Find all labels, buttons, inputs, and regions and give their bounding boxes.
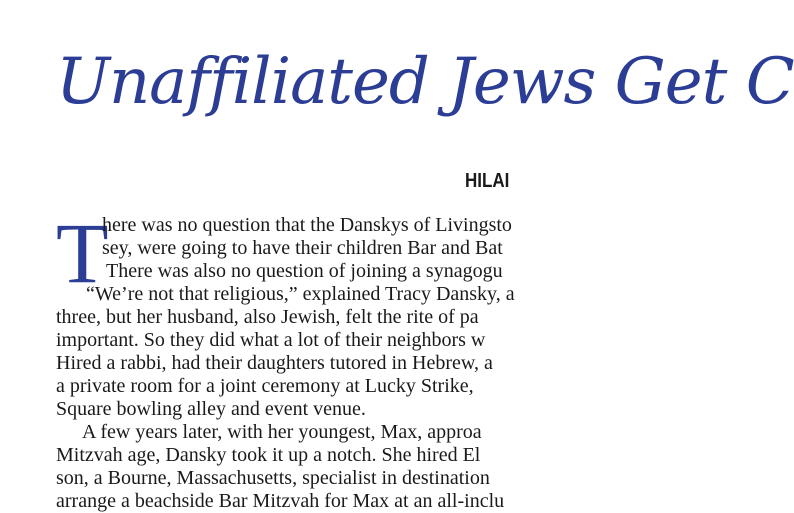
body-line: Mitzvah age, Dansky took it up a notch. She hired El <box>56 444 481 466</box>
body-line: arrange a beachside Bar Mitzvah for Max at an all-inclu <box>56 490 505 512</box>
body-line: A few years later, with her youngest, Max, approa <box>82 421 482 443</box>
body-line: important. So they did what a lot of their neighbors w <box>56 329 486 351</box>
body-line: a private room for a joint ceremony at Lucky Strike, <box>56 375 474 397</box>
drop-cap: T <box>56 205 109 301</box>
body-line: Square bowling alley and event venue. <box>56 398 366 420</box>
body-line: sey, were going to have their children Bar and Bat <box>102 237 503 259</box>
body-line: son, a Bourne, Massachusetts, specialist in destination <box>56 467 490 489</box>
body-line: here was no question that the Danskys of Livingsto <box>102 214 512 236</box>
body-line: There was also no question of joining a synagogu <box>106 260 503 282</box>
article-headline: Unaffiliated Jews Get C <box>56 45 794 119</box>
body-line: “We’re not that religious,” explained Tracy Dansky, a <box>86 283 515 305</box>
body-line: Hired a rabbi, had their daughters tutored in Hebrew, a <box>56 352 493 374</box>
body-line: three, but her husband, also Jewish, felt the rite of pa <box>56 306 479 328</box>
author-byline: HILAI <box>465 170 510 192</box>
